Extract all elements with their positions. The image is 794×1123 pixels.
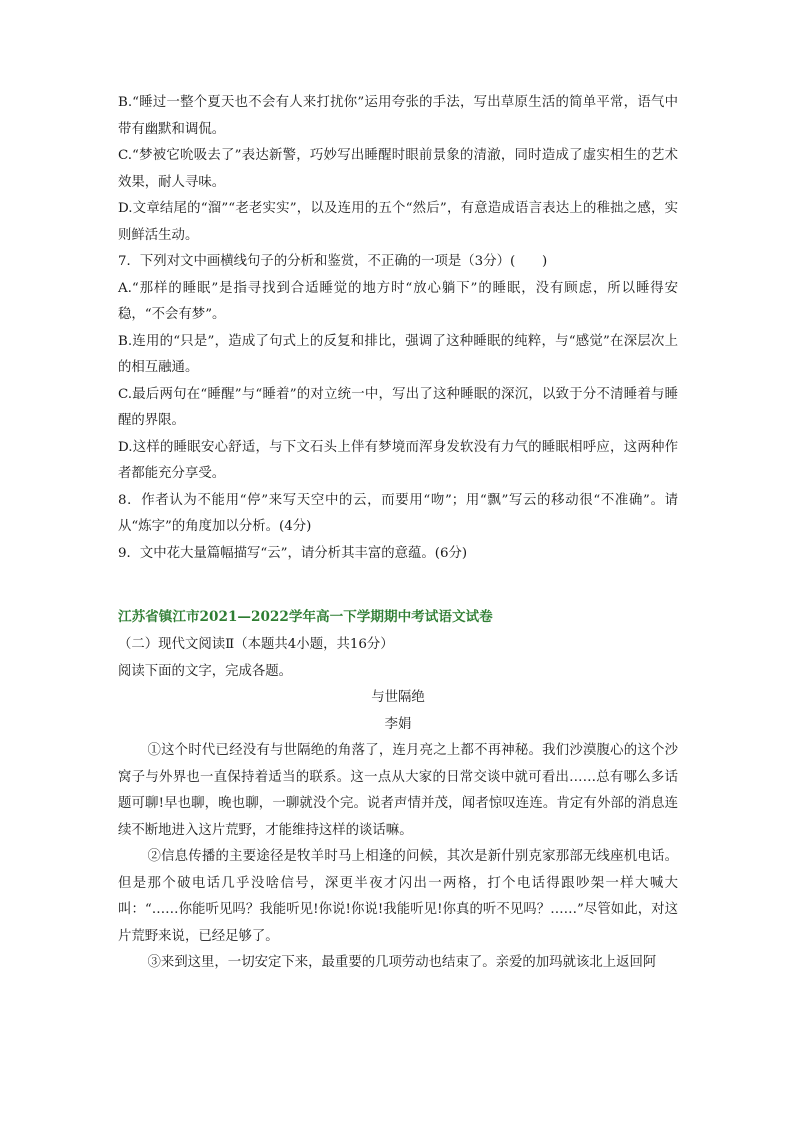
article-title: 与世隔绝	[371, 690, 425, 705]
q7-stem: 7．下列对文中画横线句子的分析和鉴赏，不正确的一项是（3分）( )	[118, 254, 548, 269]
q6-option-b: B.“睡过一整个夏天也不会有人来打扰你”运用夸张的手法，写出草原生活的简单平常，语气中带有幽默和调侃。	[118, 95, 678, 137]
q7-option-c: C.最后两句在“睡醒”与“睡着”的对立统一中，写出了这种睡眠的深沉，以致于分不清睡着与睡醒的界限。	[118, 386, 678, 428]
document-body	[118, 90, 678, 977]
q8-question: 8．作者认为不能用“停”来写天空中的云，而要用“吻”；用“飘”写云的移动很“不准确”。请从“炼字”的角度加以分析。(4分)	[118, 492, 678, 534]
paragraph-3: ③来到这里，一切安定下来，最重要的几项劳动也结束了。亲爱的加玛就该北上返回阿	[147, 955, 657, 970]
q7-option-b: B.连用的“只是”，造成了句式上的反复和排比，强调了这种睡眠的纯粹，与“感觉”在深层次上的相互融通。	[118, 333, 678, 375]
q9-question: 9．文中花大量篇幅描写“云”，请分析其丰富的意蕴。(6分)	[118, 545, 468, 561]
paragraph-2: ②信息传播的主要途径是牧羊时马上相逢的问候，其次是新什别克家那部无线座机电话。但是那个破电话几乎没啥信号，深更半夜才闪出一两格，打个电话得跟吵架一样大喊大叫：“……你能听见吗？我能听见!你说!你说!我能听见!你真的听不见吗？……”尽管如此，对这片荒野来说，已经足够了。	[118, 849, 678, 944]
q6-option-c: C.“梦被它吮吸去了”表达新警，巧妙写出睡醒时眼前景象的清澈，同时造成了虚实相生的艺术效果，耐人寻味。	[118, 148, 678, 190]
section-header: （二）现代文阅读Ⅱ（本题共4小题，共16分）	[118, 637, 394, 652]
source-title: 江苏省镇江市2021—2022学年高一下学期期中考试语文试卷	[118, 609, 493, 625]
article-author: 李娟	[384, 716, 412, 732]
q6-option-d: D.文章结尾的“溜”“老老实实”，以及连用的五个“然后”，有意造成语言表达上的稚拙之感，实则鲜活生动。	[118, 201, 678, 243]
spacer	[118, 567, 678, 602]
q7-option-a: A.“那样的睡眠”是指寻找到合适睡觉的地方时“放心躺下”的睡眠，没有顾虑，所以睡得安稳，“不会有梦”。	[118, 280, 678, 322]
instruction: 阅读下面的文字，完成各题。	[118, 663, 293, 679]
paragraph-1: ①这个时代已经没有与世隔绝的角落了，连月亮之上都不再神秘。我们沙漠腹心的这个沙窝子与外界也一直保持着适当的联系。这一点从大家的日常交谈中就可看出……总有哪么多话题可聊!早也聊，晚也聊，一聊就没个完。说者声情并茂，闻者惊叹连连。肯定有外部的消息连续不断地进入这片荒野，才能维持这样的谈话嘛。	[118, 743, 678, 838]
q7-option-d: D.这样的睡眠安心舒适，与下文石头上伴有梦境而浑身发软没有力气的睡眠相呼应，这两种作者都能充分享受。	[118, 439, 678, 481]
